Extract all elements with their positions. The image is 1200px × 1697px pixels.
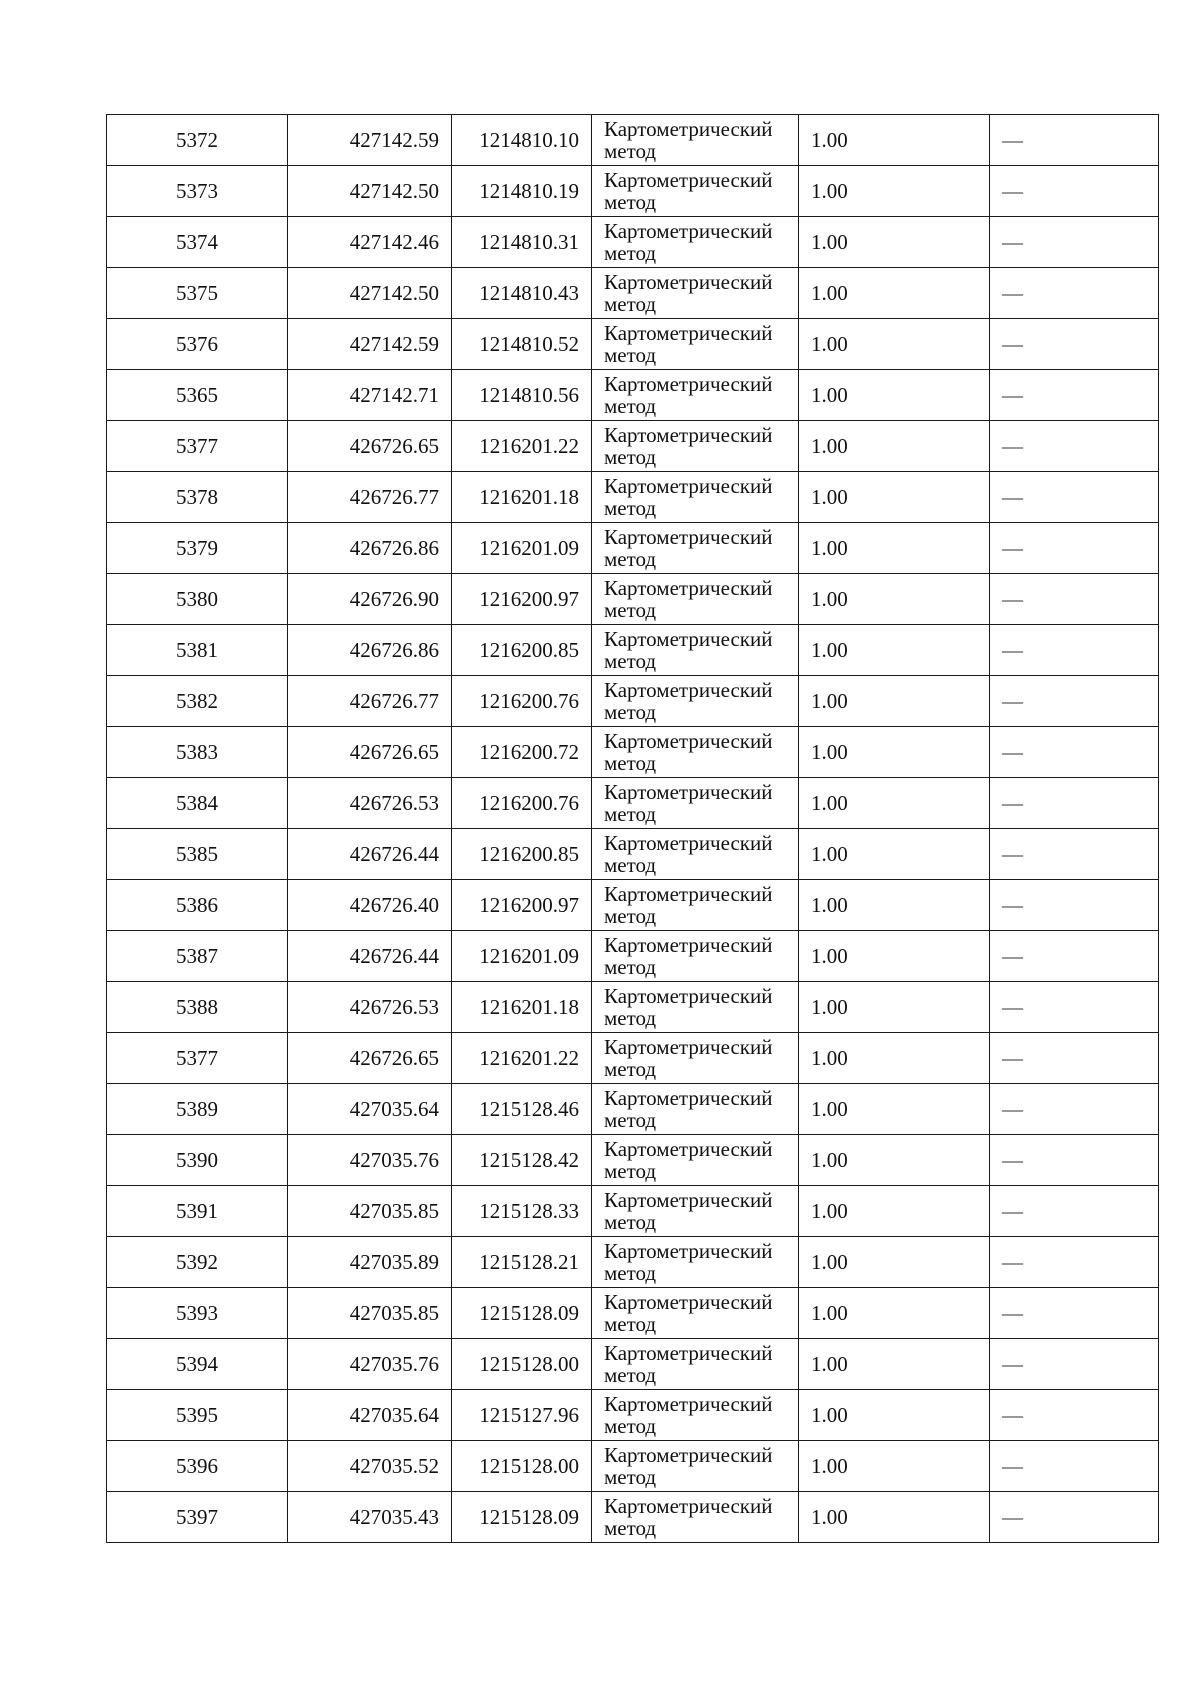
point-number-cell: 5382 <box>107 676 288 727</box>
table-row <box>107 217 1159 268</box>
method-line-2: метод <box>604 853 657 877</box>
table-row <box>107 1339 1159 1390</box>
table-row <box>107 166 1159 217</box>
point-number-cell: 5385 <box>107 829 288 880</box>
x-coordinate-cell: 426726.90 <box>288 574 452 625</box>
method-line-2: метод <box>604 1414 657 1438</box>
accuracy-cell: 1.00 <box>799 1390 990 1441</box>
method-line-2: метод <box>604 1261 657 1285</box>
table-row <box>107 880 1159 931</box>
note-cell: — <box>990 574 1159 625</box>
method-line-1: Картометрический <box>604 729 773 753</box>
point-number-cell: 5380 <box>107 574 288 625</box>
method-line-2: метод <box>604 190 657 214</box>
method-cell <box>592 421 799 472</box>
y-coordinate-cell: 1216200.76 <box>452 778 592 829</box>
accuracy-cell: 1.00 <box>799 472 990 523</box>
table-row <box>107 625 1159 676</box>
note-cell: — <box>990 931 1159 982</box>
table-row <box>107 1288 1159 1339</box>
method-line-2: метод <box>604 1465 657 1489</box>
point-number-cell: 5384 <box>107 778 288 829</box>
method-line-2: метод <box>604 1516 657 1540</box>
note-cell: — <box>990 1288 1159 1339</box>
y-coordinate-cell: 1215128.46 <box>452 1084 592 1135</box>
point-number-cell: 5373 <box>107 166 288 217</box>
point-number-cell: 5389 <box>107 1084 288 1135</box>
point-number-cell: 5372 <box>107 115 288 166</box>
note-cell: — <box>990 778 1159 829</box>
x-coordinate-cell: 427035.64 <box>288 1084 452 1135</box>
method-line-2: метод <box>604 394 657 418</box>
accuracy-cell: 1.00 <box>799 1084 990 1135</box>
method-cell <box>592 523 799 574</box>
y-coordinate-cell: 1215128.00 <box>452 1339 592 1390</box>
accuracy-cell: 1.00 <box>799 523 990 574</box>
note-cell: — <box>990 1441 1159 1492</box>
table-row <box>107 1237 1159 1288</box>
point-number-cell: 5397 <box>107 1492 288 1543</box>
method-line-2: метод <box>604 496 657 520</box>
note-cell: — <box>990 829 1159 880</box>
y-coordinate-cell: 1216200.72 <box>452 727 592 778</box>
accuracy-cell: 1.00 <box>799 421 990 472</box>
method-line-1: Картометрический <box>604 780 773 804</box>
y-coordinate-cell: 1215128.09 <box>452 1492 592 1543</box>
accuracy-cell: 1.00 <box>799 727 990 778</box>
note-cell: — <box>990 370 1159 421</box>
y-coordinate-cell: 1214810.56 <box>452 370 592 421</box>
table-row <box>107 421 1159 472</box>
x-coordinate-cell: 426726.40 <box>288 880 452 931</box>
point-number-cell: 5394 <box>107 1339 288 1390</box>
table-row <box>107 523 1159 574</box>
y-coordinate-cell: 1216200.97 <box>452 574 592 625</box>
accuracy-cell: 1.00 <box>799 931 990 982</box>
method-line-2: метод <box>604 1159 657 1183</box>
y-coordinate-cell: 1214810.52 <box>452 319 592 370</box>
accuracy-cell: 1.00 <box>799 1237 990 1288</box>
method-line-2: метод <box>604 241 657 265</box>
note-cell: — <box>990 319 1159 370</box>
method-cell <box>592 982 799 1033</box>
x-coordinate-cell: 427035.76 <box>288 1135 452 1186</box>
method-line-1: Картометрический <box>604 1086 773 1110</box>
y-coordinate-cell: 1214810.43 <box>452 268 592 319</box>
method-line-1: Картометрический <box>604 168 773 192</box>
table-row <box>107 1492 1159 1543</box>
method-line-1: Картометрический <box>604 1494 773 1518</box>
method-line-1: Картометрический <box>604 1035 773 1059</box>
table-row <box>107 931 1159 982</box>
point-number-cell: 5379 <box>107 523 288 574</box>
method-line-2: метод <box>604 1312 657 1336</box>
method-line-1: Картометрический <box>604 984 773 1008</box>
table-row <box>107 1390 1159 1441</box>
point-number-cell: 5386 <box>107 880 288 931</box>
method-cell <box>592 625 799 676</box>
method-cell <box>592 115 799 166</box>
table-row <box>107 574 1159 625</box>
y-coordinate-cell: 1215128.00 <box>452 1441 592 1492</box>
point-number-cell: 5376 <box>107 319 288 370</box>
x-coordinate-cell: 427035.85 <box>288 1186 452 1237</box>
note-cell: — <box>990 166 1159 217</box>
x-coordinate-cell: 427142.59 <box>288 115 452 166</box>
table-row <box>107 982 1159 1033</box>
method-cell <box>592 217 799 268</box>
x-coordinate-cell: 427142.50 <box>288 166 452 217</box>
note-cell: — <box>990 727 1159 778</box>
note-cell: — <box>990 676 1159 727</box>
x-coordinate-cell: 426726.65 <box>288 1033 452 1084</box>
table-row <box>107 829 1159 880</box>
method-cell <box>592 1084 799 1135</box>
x-coordinate-cell: 427142.46 <box>288 217 452 268</box>
y-coordinate-cell: 1216200.85 <box>452 829 592 880</box>
method-line-1: Картометрический <box>604 933 773 957</box>
method-line-1: Картометрический <box>604 1392 773 1416</box>
table-row <box>107 727 1159 778</box>
method-line-1: Картометрический <box>604 525 773 549</box>
accuracy-cell: 1.00 <box>799 370 990 421</box>
method-cell <box>592 676 799 727</box>
note-cell: — <box>990 1237 1159 1288</box>
y-coordinate-cell: 1216201.09 <box>452 523 592 574</box>
accuracy-cell: 1.00 <box>799 166 990 217</box>
x-coordinate-cell: 426726.77 <box>288 676 452 727</box>
method-line-2: метод <box>604 1363 657 1387</box>
y-coordinate-cell: 1215128.09 <box>452 1288 592 1339</box>
method-line-1: Картометрический <box>604 1341 773 1365</box>
accuracy-cell: 1.00 <box>799 1135 990 1186</box>
method-cell <box>592 829 799 880</box>
point-number-cell: 5374 <box>107 217 288 268</box>
note-cell: — <box>990 625 1159 676</box>
method-line-1: Картометрический <box>604 882 773 906</box>
point-number-cell: 5396 <box>107 1441 288 1492</box>
accuracy-cell: 1.00 <box>799 778 990 829</box>
x-coordinate-cell: 426726.53 <box>288 778 452 829</box>
y-coordinate-cell: 1215128.42 <box>452 1135 592 1186</box>
point-number-cell: 5392 <box>107 1237 288 1288</box>
method-cell <box>592 1288 799 1339</box>
method-line-2: метод <box>604 802 657 826</box>
method-cell <box>592 778 799 829</box>
x-coordinate-cell: 426726.86 <box>288 625 452 676</box>
note-cell: — <box>990 1033 1159 1084</box>
point-number-cell: 5387 <box>107 931 288 982</box>
table-row <box>107 370 1159 421</box>
y-coordinate-cell: 1214810.31 <box>452 217 592 268</box>
method-cell <box>592 370 799 421</box>
y-coordinate-cell: 1215127.96 <box>452 1390 592 1441</box>
x-coordinate-cell: 426726.65 <box>288 727 452 778</box>
method-line-1: Картометрический <box>604 831 773 855</box>
y-coordinate-cell: 1214810.10 <box>452 115 592 166</box>
method-line-1: Картометрический <box>604 117 773 141</box>
note-cell: — <box>990 217 1159 268</box>
accuracy-cell: 1.00 <box>799 1441 990 1492</box>
method-line-2: метод <box>604 343 657 367</box>
x-coordinate-cell: 427035.89 <box>288 1237 452 1288</box>
note-cell: — <box>990 268 1159 319</box>
note-cell: — <box>990 421 1159 472</box>
accuracy-cell: 1.00 <box>799 115 990 166</box>
y-coordinate-cell: 1216201.22 <box>452 421 592 472</box>
method-line-1: Картометрический <box>604 321 773 345</box>
note-cell: — <box>990 1339 1159 1390</box>
x-coordinate-cell: 426726.53 <box>288 982 452 1033</box>
point-number-cell: 5390 <box>107 1135 288 1186</box>
table-row <box>107 1135 1159 1186</box>
method-line-2: метод <box>604 700 657 724</box>
method-line-1: Картометрический <box>604 270 773 294</box>
x-coordinate-cell: 426726.44 <box>288 829 452 880</box>
method-line-1: Картометрический <box>604 1188 773 1212</box>
y-coordinate-cell: 1214810.19 <box>452 166 592 217</box>
table-row <box>107 268 1159 319</box>
accuracy-cell: 1.00 <box>799 1186 990 1237</box>
point-number-cell: 5383 <box>107 727 288 778</box>
method-cell <box>592 1237 799 1288</box>
x-coordinate-cell: 427035.76 <box>288 1339 452 1390</box>
coordinates-table-body <box>107 115 1159 1543</box>
method-line-2: метод <box>604 1006 657 1030</box>
y-coordinate-cell: 1216201.09 <box>452 931 592 982</box>
note-cell: — <box>990 982 1159 1033</box>
method-cell <box>592 931 799 982</box>
point-number-cell: 5378 <box>107 472 288 523</box>
method-line-2: метод <box>604 598 657 622</box>
note-cell: — <box>990 1135 1159 1186</box>
accuracy-cell: 1.00 <box>799 319 990 370</box>
accuracy-cell: 1.00 <box>799 1033 990 1084</box>
method-cell <box>592 166 799 217</box>
y-coordinate-cell: 1216200.85 <box>452 625 592 676</box>
method-line-1: Картометрический <box>604 219 773 243</box>
table-row <box>107 115 1159 166</box>
method-line-1: Картометрический <box>604 372 773 396</box>
note-cell: — <box>990 1084 1159 1135</box>
note-cell: — <box>990 1186 1159 1237</box>
method-cell <box>592 1390 799 1441</box>
accuracy-cell: 1.00 <box>799 574 990 625</box>
accuracy-cell: 1.00 <box>799 268 990 319</box>
x-coordinate-cell: 426726.86 <box>288 523 452 574</box>
point-number-cell: 5393 <box>107 1288 288 1339</box>
y-coordinate-cell: 1215128.33 <box>452 1186 592 1237</box>
y-coordinate-cell: 1216201.22 <box>452 1033 592 1084</box>
table-row <box>107 1186 1159 1237</box>
method-cell <box>592 1492 799 1543</box>
method-line-2: метод <box>604 649 657 673</box>
point-number-cell: 5391 <box>107 1186 288 1237</box>
method-line-1: Картометрический <box>604 1239 773 1263</box>
method-cell <box>592 268 799 319</box>
method-line-2: метод <box>604 139 657 163</box>
accuracy-cell: 1.00 <box>799 982 990 1033</box>
table-row <box>107 1033 1159 1084</box>
note-cell: — <box>990 472 1159 523</box>
accuracy-cell: 1.00 <box>799 217 990 268</box>
method-line-2: метод <box>604 292 657 316</box>
method-line-2: метод <box>604 955 657 979</box>
method-cell <box>592 574 799 625</box>
method-cell <box>592 880 799 931</box>
x-coordinate-cell: 426726.77 <box>288 472 452 523</box>
table-row <box>107 676 1159 727</box>
method-cell <box>592 727 799 778</box>
x-coordinate-cell: 427035.85 <box>288 1288 452 1339</box>
method-line-1: Картометрический <box>604 1290 773 1314</box>
table-row <box>107 472 1159 523</box>
point-number-cell: 5395 <box>107 1390 288 1441</box>
table-row <box>107 778 1159 829</box>
accuracy-cell: 1.00 <box>799 1339 990 1390</box>
method-line-2: метод <box>604 904 657 928</box>
y-coordinate-cell: 1215128.21 <box>452 1237 592 1288</box>
method-line-1: Картометрический <box>604 423 773 447</box>
point-number-cell: 5381 <box>107 625 288 676</box>
point-number-cell: 5388 <box>107 982 288 1033</box>
accuracy-cell: 1.00 <box>799 829 990 880</box>
note-cell: — <box>990 115 1159 166</box>
table-row <box>107 1441 1159 1492</box>
note-cell: — <box>990 523 1159 574</box>
coordinates-table <box>106 114 1159 1543</box>
method-line-2: метод <box>604 1108 657 1132</box>
table-row <box>107 1084 1159 1135</box>
method-line-2: метод <box>604 547 657 571</box>
x-coordinate-cell: 427142.71 <box>288 370 452 421</box>
accuracy-cell: 1.00 <box>799 1288 990 1339</box>
x-coordinate-cell: 427035.43 <box>288 1492 452 1543</box>
y-coordinate-cell: 1216200.97 <box>452 880 592 931</box>
method-cell <box>592 1441 799 1492</box>
point-number-cell: 5375 <box>107 268 288 319</box>
method-line-1: Картометрический <box>604 576 773 600</box>
x-coordinate-cell: 426726.65 <box>288 421 452 472</box>
accuracy-cell: 1.00 <box>799 880 990 931</box>
method-line-2: метод <box>604 751 657 775</box>
accuracy-cell: 1.00 <box>799 1492 990 1543</box>
y-coordinate-cell: 1216201.18 <box>452 982 592 1033</box>
method-line-2: метод <box>604 445 657 469</box>
x-coordinate-cell: 426726.44 <box>288 931 452 982</box>
method-cell <box>592 1135 799 1186</box>
x-coordinate-cell: 427035.64 <box>288 1390 452 1441</box>
point-number-cell: 5377 <box>107 1033 288 1084</box>
y-coordinate-cell: 1216200.76 <box>452 676 592 727</box>
method-cell <box>592 319 799 370</box>
note-cell: — <box>990 1492 1159 1543</box>
method-line-1: Картометрический <box>604 474 773 498</box>
accuracy-cell: 1.00 <box>799 625 990 676</box>
x-coordinate-cell: 427035.52 <box>288 1441 452 1492</box>
accuracy-cell: 1.00 <box>799 676 990 727</box>
point-number-cell: 5365 <box>107 370 288 421</box>
method-line-1: Картометрический <box>604 678 773 702</box>
method-cell <box>592 472 799 523</box>
method-line-1: Картометрический <box>604 627 773 651</box>
method-cell <box>592 1033 799 1084</box>
note-cell: — <box>990 880 1159 931</box>
method-line-2: метод <box>604 1057 657 1081</box>
method-cell <box>592 1339 799 1390</box>
note-cell: — <box>990 1390 1159 1441</box>
method-line-1: Картометрический <box>604 1443 773 1467</box>
x-coordinate-cell: 427142.50 <box>288 268 452 319</box>
y-coordinate-cell: 1216201.18 <box>452 472 592 523</box>
table-row <box>107 319 1159 370</box>
x-coordinate-cell: 427142.59 <box>288 319 452 370</box>
point-number-cell: 5377 <box>107 421 288 472</box>
method-line-2: метод <box>604 1210 657 1234</box>
method-line-1: Картометрический <box>604 1137 773 1161</box>
method-cell <box>592 1186 799 1237</box>
